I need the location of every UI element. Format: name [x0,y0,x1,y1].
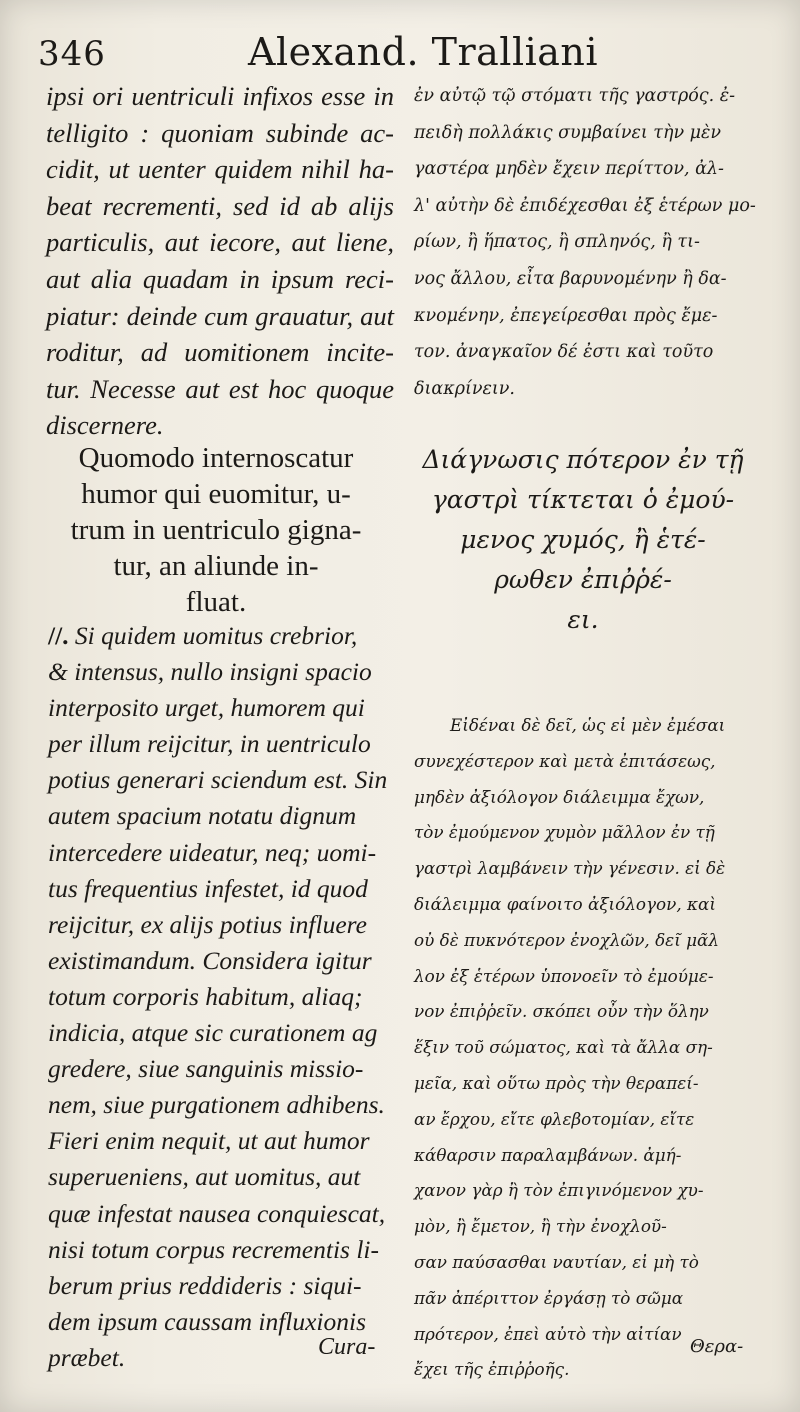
text-line: νος ἄλλου, εἶτα βαρυνομένην ἢ δα- [414,268,727,289]
text-line: τον. ἀναγκαῖον δέ ἐστι καὶ τοῦτο [414,342,714,363]
text-line: γαστρὶ λαμβάνειν τὴν γένεσιν. εἰ δὲ [414,858,726,879]
heading-line: ει. [567,605,599,634]
text-line: præbet. [48,1342,126,1372]
running-head: Alexand. Tralliani [248,30,599,74]
text-line: quæ infestat nausea conquiescat, [48,1198,386,1228]
text-line: χανον γὰρ ἢ τὸν ἐπιγινόμενον χυ- [414,1180,704,1201]
text-line: roditur, ad uomitionem incite- [46,337,394,368]
heading-line: trum in uentriculo gigna- [70,514,362,546]
text-line: Si quidem uomitus crebrior, [74,621,358,650]
heading-line: tur, an aliunde in- [113,550,319,582]
latin-column-top [46,78,394,444]
text-line: beat recrementi, sed id ab alijs [46,190,394,221]
text-line: μεῖα, καὶ οὕτω πρὸς τὴν θεραπεί- [414,1072,699,1093]
text-line: reijcitur, ex alijs potius influere [48,909,367,939]
text-line: totum corporis habitum, aliaq; [48,981,363,1011]
text-line: discernere. [46,410,164,441]
text-line: indicia, atque sic curationem ag [48,1018,378,1048]
text-line: berum prius reddideris : siqui- [48,1270,362,1300]
text-line: οὐ δὲ πυκνότερον ἐνοχλῶν, δεῖ μᾶλ [414,929,719,950]
text-line: tur. Necesse aut est hoc quoque [46,373,394,404]
greek-column-top [414,78,760,407]
text-line: cidit, ut uenter quidem nihil ha- [46,154,394,185]
heading-line: μενος χυμός, ἢ ἑτέ- [460,525,706,554]
latin-column-body [48,618,388,1376]
text-line: λ' αὐτὴν δὲ ἐπιδέχεσθαι ἐξ ἑτέρων μο- [414,195,756,216]
page-number: 346 [38,34,106,74]
text-line: gredere, siue sanguinis missio- [48,1054,364,1084]
text-line: κνομένην, ἐπεγείρεσθαι πρὸς ἔμε- [414,305,718,326]
text-line: telligito : quoniam subinde ac- [46,117,394,148]
text-line: & intensus, nullo insigni spacio [48,657,372,687]
text-line: particulis, aut iecore, aut liene, [46,227,394,258]
text-line: τὸν ἐμούμενον χυμὸν μᾶλλον ἐν τῇ [414,822,715,843]
heading-line: ρωθεν ἐπιῤῥέ- [494,565,672,594]
text-line: γαστέρα μηδὲν ἔχειν περίττον, ἀλ- [414,159,724,180]
heading-line: Quomodo internoscatur [78,442,354,474]
text-line: existimandum. Considera igitur [48,945,372,975]
text-line: λον ἐξ ἑτέρων ὑπονοεῖν τὸ ἐμούμε- [414,965,714,986]
greek-column-body [414,708,760,1388]
text-line: κάθαρσιν παραλαμβάνων. ἀμή- [414,1144,682,1165]
text-line: ἕξιν τοῦ σώματος, καὶ τὰ ἄλλα ση- [414,1037,713,1058]
text-line: αν ἔρχου, εἴτε φλεβοτομίαν, εἴτε [414,1108,695,1129]
text-line: μὸν, ἢ ἔμετον, ἢ τὴν ἐνοχλοῦ- [414,1216,667,1237]
text-line: autem spacium notatu dignum [48,801,357,831]
heading-line: Διάγνωσις πότερον ἐν τῇ [422,445,744,474]
text-line: piatur: deinde cum grauatur, aut [46,300,394,331]
text-line: σαν παύσασθαι ναυτίαν, εἰ μὴ τὸ [414,1251,699,1272]
catchword-latin: Cura- [318,1334,376,1360]
text-line: dem ipsum caussam influxionis [48,1306,367,1336]
text-line: interposito urget, humorem qui [48,693,365,723]
heading-line: fluat. [185,586,247,618]
text-line: ipsi ori uentriculi infixos esse in [46,81,394,111]
catchword-greek: Θερα- [690,1336,744,1357]
text-line: διακρίνειν. [414,378,515,399]
text-line: μηδὲν ἀξιόλογον διάλειμμα ἔχων, [414,786,705,807]
heading-line: humor qui euomitur, u- [81,478,351,510]
text-line: potius generari sciendum est. Sin [48,765,388,795]
text-line: νον ἐπιῤῥεῖν. σκόπει οὖν τὴν ὅλην [414,1001,709,1022]
text-line: intercedere uideatur, neq; uomi- [48,837,377,867]
paragraph-mark: //. [48,621,69,650]
text-line: πᾶν ἀπέριττον ἐργάσῃ τὸ σῶμα [414,1287,684,1308]
text-line: nem, siue purgationem adhibens. [48,1090,385,1120]
text-line: ρίων, ἢ ἥπατος, ἢ σπληνός, ἢ τι- [414,232,700,253]
text-line: ἐν αὐτῷ τῷ στόματι τῆς γαστρός. ἐ- [414,86,736,106]
text-line: πρότερον, ἐπεὶ αὐτὸ τὴν αἰτίαν [414,1323,682,1344]
text-line: Fieri enim nequit, ut aut humor [48,1126,370,1156]
text-line: συνεχέστερον καὶ μετὰ ἐπιτάσεως, [414,750,716,771]
text-line: διάλειμμα φαίνοιτο ἀξιόλογον, καὶ [414,893,716,914]
text-line: superueniens, aut uomitus, aut [48,1162,361,1192]
heading-line: γαστρὶ τίκτεται ὁ ἐμού- [431,485,735,514]
section-heading-greek [406,440,760,640]
text-line: ἔχει τῆς ἐπιῤῥοῆς. [414,1359,570,1380]
text-line: πειδὴ πολλάκις συμβαίνει τὴν μὲν [414,122,722,143]
text-line: per illum reijcitur, in uentriculo [48,729,371,759]
text-line: tus frequentius infestet, id quod [48,873,368,903]
section-heading-latin [46,440,386,620]
text-line [48,618,388,654]
text-line: nisi totum corpus recrementis li- [48,1234,379,1264]
text-line: aut alia quadam in ipsum reci- [46,263,394,294]
text-line: Εἰδέναι δὲ δεῖ, ὡς εἰ μὲν ἐμέσαι [450,715,726,735]
